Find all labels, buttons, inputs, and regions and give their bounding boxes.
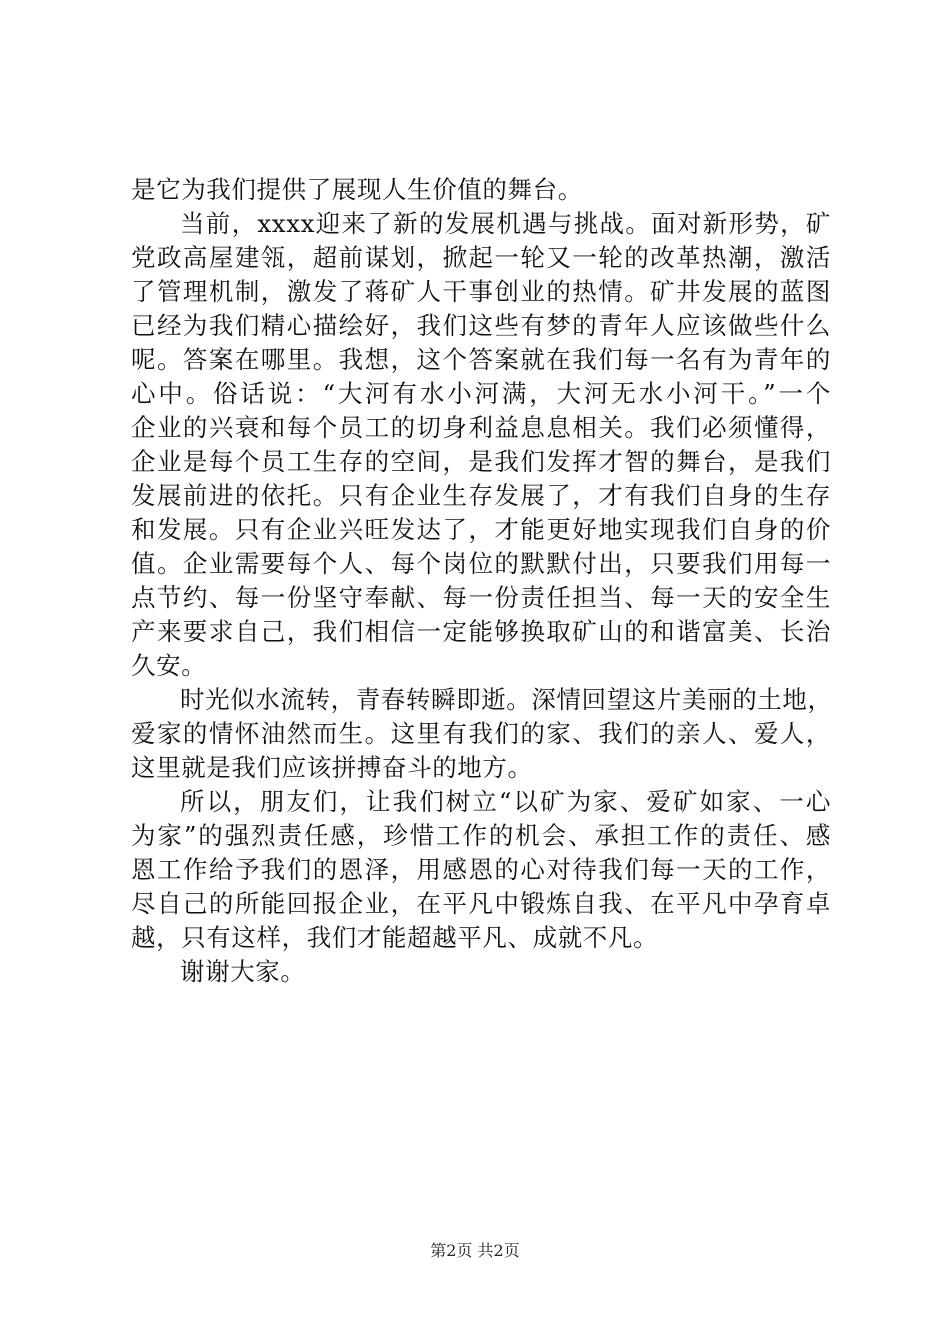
text-line: 尽自己的所能回报企业，在平凡中锻炼自我、在平凡中孕育卓	[131, 889, 831, 918]
page-footer: 第2页 共2页	[430, 1241, 520, 1260]
text-line: 产来要求自己，我们相信一定能够换取矿山的和谐富美、长治	[131, 617, 831, 646]
text-line: 党政高屋建瓴，超前谋划，掀起一轮又一轮的改革热潮，激活	[131, 243, 831, 272]
text-line: 恩工作给予我们的恩泽，用感恩的心对待我们每一天的工作，	[131, 855, 831, 884]
text-line: 心中。俗话说：“大河有水小河满，大河无水小河干。”一个	[131, 379, 831, 408]
text-line: 时光似水流转，青春转瞬即逝。深情回望这片美丽的土地，	[180, 685, 833, 714]
text-line: 爱家的情怀油然而生。这里有我们的家、我们的亲人、爱人，	[131, 719, 831, 748]
text-line: 呢。答案在哪里。我想，这个答案就在我们每一名有为青年的	[131, 345, 831, 374]
text-line: 所以，朋友们，让我们树立“以矿为家、爱矿如家、一心	[180, 787, 831, 816]
text-line: 是它为我们提供了展现人生价值的舞台。	[131, 175, 583, 204]
text-line: 了管理机制，激发了蒋矿人干事创业的热情。矿井发展的蓝图	[131, 277, 831, 306]
text-line: 谢谢大家。	[180, 957, 306, 986]
text-line: 为家”的强烈责任感，珍惜工作的机会、承担工作的责任、感	[131, 821, 831, 850]
text-line: 企业的兴衰和每个员工的切身利益息息相关。我们必须懂得，	[131, 413, 831, 442]
text-line: 当前，xxxx迎来了新的发展机遇与挑战。面对新形势，矿	[180, 209, 831, 238]
text-line: 点节约、每一份坚守奉献、每一份责任担当、每一天的安全生	[131, 583, 831, 612]
text-line: 久安。	[131, 651, 207, 680]
text-line: 越，只有这样，我们才能超越平凡、成就不凡。	[131, 923, 659, 952]
text-line: 和发展。只有企业兴旺发达了，才能更好地实现我们自身的价	[131, 515, 831, 544]
text-line: 值。企业需要每个人、每个岗位的默默付出，只要我们用每一	[131, 549, 831, 578]
text-line: 发展前进的依托。只有企业生存发展了，才有我们自身的生存	[131, 481, 831, 510]
text-line: 已经为我们精心描绘好，我们这些有梦的青年人应该做些什么	[131, 311, 831, 340]
text-line: 这里就是我们应该拼搏奋斗的地方。	[131, 753, 533, 782]
text-line: 企业是每个员工生存的空间，是我们发挥才智的舞台，是我们	[131, 447, 831, 476]
